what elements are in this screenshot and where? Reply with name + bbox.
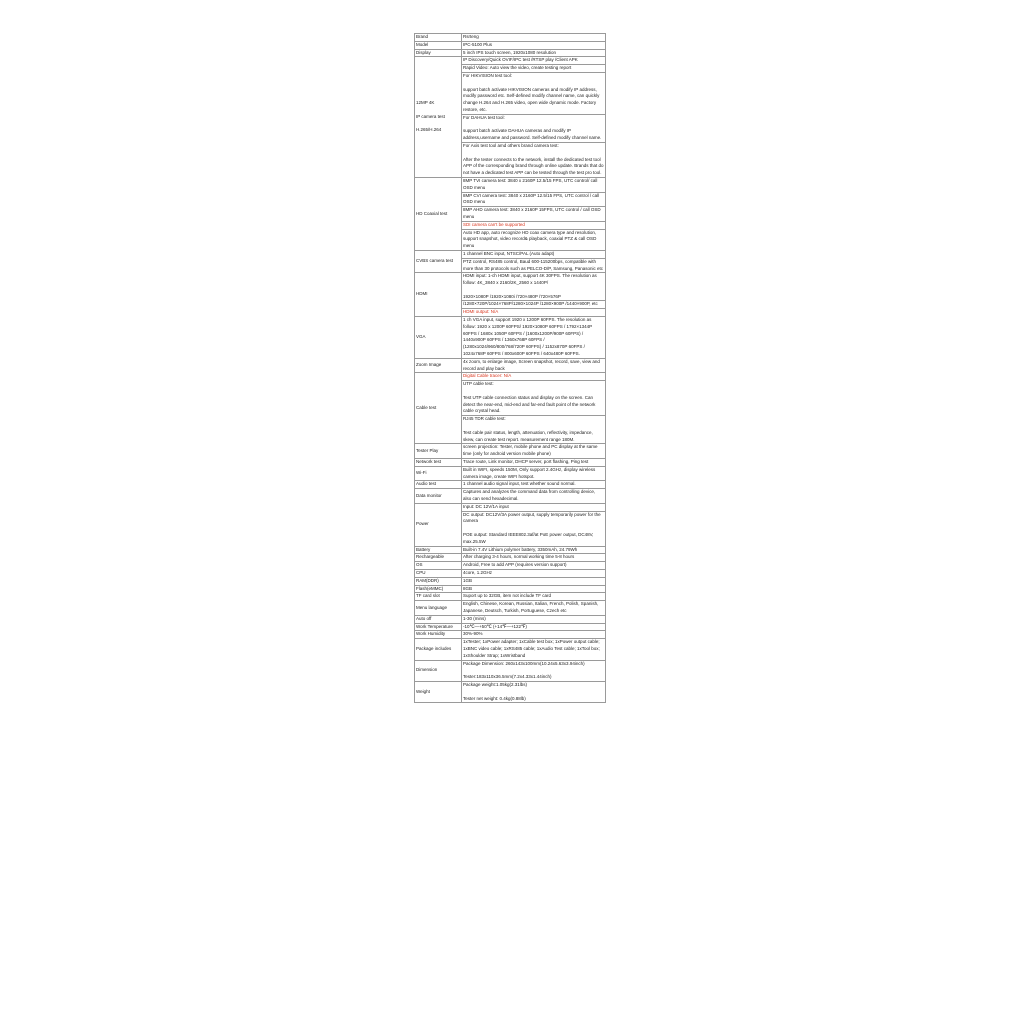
spec-row (415, 639, 606, 660)
spec-value: 1 channel audio signal input, test whether sound normal. (462, 481, 606, 489)
spec-label: Zoom Image (415, 358, 462, 373)
spec-value: 8MP CVI camera test: 3840 x 2160P 12.5/15 FPS, UTC control / call OSD menu (462, 192, 606, 207)
spec-value: Rapid Video: Auto view the video, create testing report (462, 65, 606, 73)
spec-label: Battery (415, 546, 462, 554)
spec-value: HDMI input: 1-ch HDMI input, support 4K 30FPS. The resolution as follow: 4K_3840 x 2160/2K_2560 x 1440P/ 1920×1080P /1920×1080i /720×480P /720×576P (462, 273, 606, 301)
spec-value: 8GB (462, 585, 606, 593)
spec-label: RAM(DDR) (415, 577, 462, 585)
spec-row (415, 57, 606, 65)
spec-value: PTZ control, RS485 control, Baud 600-115200bps, compatible with more than 30 protocols such as PELCO-D/P, Samsung, Panasonic etc (462, 258, 606, 273)
spec-row (415, 358, 606, 373)
spec-label: Wi-Fi (415, 466, 462, 481)
spec-label: Menu language (415, 601, 462, 616)
spec-value: Trace route, Link monitor, DHCP server, port flashing, Ping test (462, 459, 606, 467)
spec-value: -10℃—+50℃ (+14℉—+122℉) (462, 623, 606, 631)
spec-value: Auto HD app, auto recognize HD coax camera type and resolution, support snapshot, video record& playback, coaxial PTZ & call OSD menu (462, 229, 606, 250)
spec-value: For Axis test tool amd others brand camera test: After the tester connects to the network, install the dedicated test tool APP of the corresponding brand through online update. Brands that do not have a dedicated test APP can be tested through the test pro tool. (462, 142, 606, 177)
spec-value: Captures and analyzes the command data from controlling device, also can send hexadecimal. (462, 489, 606, 504)
spec-row (415, 177, 606, 192)
spec-row (415, 623, 606, 631)
spec-value: Built-in 7.4V Lithium polymer battery, 3350mAh, 24.79Wh (462, 546, 606, 554)
spec-value: RJ45 TDR cable test: Test cable pair status, length, attenuation, reflectivity, impedance, skew, can create test report. measurement range 180M. (462, 416, 606, 444)
spec-value: 1-30 (mins) (462, 615, 606, 623)
spec-value: 1GB (462, 577, 606, 585)
spec-label: CPU (415, 569, 462, 577)
spec-row (415, 615, 606, 623)
spec-label: Model (415, 41, 462, 49)
spec-label: Rechargeable (415, 554, 462, 562)
spec-row (415, 681, 606, 702)
spec-label: Data monitor (415, 489, 462, 504)
spec-label: CVBS camera test (415, 250, 462, 272)
spec-row (415, 273, 606, 301)
spec-row (415, 373, 606, 381)
spec-value: 4core, 1.2GHz (462, 569, 606, 577)
spec-value: Suport up to 32GB, item not include TF card (462, 593, 606, 601)
spec-label: Brand (415, 34, 462, 42)
spec-label: VGA (415, 317, 462, 359)
spec-table-body (415, 34, 606, 703)
spec-label: Network test (415, 459, 462, 467)
spec-value: Rsrteng (462, 34, 606, 42)
spec-label: HDMI (415, 273, 462, 317)
spec-label: Work Humidity (415, 631, 462, 639)
spec-value: UTP cable test: Test UTP cable connection status and display on the screen. Can detect the near-end, mid-end and far-end fault point of the network cable crystal head. (462, 381, 606, 416)
spec-row (415, 250, 606, 258)
spec-row (415, 585, 606, 593)
spec-value: Package Dimension: 260x143x100mm(10.24x5.63x3.94inch) Tester:183x110x36.5mm(7.2x4.33x1.44inch) (462, 660, 606, 681)
spec-row (415, 459, 606, 467)
spec-row (415, 503, 606, 511)
spec-value: Android, Free to add APP (requires version support) (462, 562, 606, 570)
spec-value: For HIKVISION test tool: support batch activate HIKVISION cameras and modify IP address, modify password etc. Self-defined modify channel name, can quickly change H.264 and H.265 video, open wide dynamic mode. Factory restore, etc. (462, 72, 606, 114)
spec-label: Weight (415, 681, 462, 702)
spec-value: IPC-5100 Plus (462, 41, 606, 49)
spec-label: Flash(eMMC) (415, 585, 462, 593)
spec-row (415, 546, 606, 554)
spec-label: Audio test (415, 481, 462, 489)
spec-value: After charging 3-4 hours, normal working time 5-8 hours (462, 554, 606, 562)
spec-label: 12MP 4K IP camera test H.265/H.264 (415, 57, 462, 178)
spec-table (414, 33, 606, 703)
spec-row (415, 577, 606, 585)
spec-row (415, 317, 606, 359)
spec-row (415, 466, 606, 481)
spec-row (415, 49, 606, 57)
spec-row (415, 562, 606, 570)
spec-value: DC output: DC12V/3A power output, supply temporarily power for the camera POE output: Standard IEEE802.3af/at PoE power output, DC48V, max.25.5W (462, 511, 606, 546)
spec-value: HDMI output: N/A (462, 309, 606, 317)
spec-value: SDI camera can't be supported (462, 221, 606, 229)
spec-value: Built in WIFI, speeds 150M, Only support 2.4GHz, display wireless camera image, create WIFI hotspot. (462, 466, 606, 481)
spec-value: 8MP AHD camera test: 3840 x 2160P 15FPS, UTC control / call OSD menu (462, 207, 606, 222)
spec-value: 4x zoom, to enlarge image, Screen snapshot, record, save, view and record and play back (462, 358, 606, 373)
spec-label: OS (415, 562, 462, 570)
spec-row (415, 444, 606, 459)
spec-value: 8MP TVI camera test: 3840 x 2160P 12.5/15 FPS, UTC control/ call OSD menu (462, 177, 606, 192)
spec-value: /1280×720P/1024×768P/1280×1024P /1280×900P /1440×900P, etc (462, 301, 606, 309)
spec-row (415, 489, 606, 504)
spec-label: Power (415, 503, 462, 546)
spec-value: 1xTester; 1xPower adapter; 1xCable test box; 1xPower output cable; 1xBNC video cable; 1xRS485 cable; 1xAudio Test cable; 1xTool box; 1xShoulder Strap; 1xWristband (462, 639, 606, 660)
spec-label: Cable test (415, 373, 462, 444)
spec-row (415, 41, 606, 49)
spec-label: Work Temperature (415, 623, 462, 631)
spec-label: Package includes (415, 639, 462, 660)
spec-value: screen projection: Tester, mobile phone and PC display at the same time (only for android version mobile phone) (462, 444, 606, 459)
spec-value: 30%-90% (462, 631, 606, 639)
spec-label: Auto off (415, 615, 462, 623)
spec-row (415, 569, 606, 577)
spec-value: 5 inch IPS touch screen, 1920x1080 resolution (462, 49, 606, 57)
spec-row (415, 34, 606, 42)
spec-value: 1 channel BNC input, NTSC/PAL (Auto adapt) (462, 250, 606, 258)
spec-value: English, Chinese, Korean, Russian, Italian, French, Polish, Spanish, Japanese, Deutsch, Turkish, Portuguese, Czech etc (462, 601, 606, 616)
spec-value: 1 ch VGA input, support 1920 x 1200P 60FPS. The resolution as follow: 1920 x 1200P 60FPS/ 1920×1080P 60FPS / 1792×1344P 60FPS / 1680x 1050P 60FPS / (1600x1200P/900P 60FPS) / 1440x900P 60FPS / 1360x768P 60FPS / (1280x1024/960/800/768/720P 60FPS) / 1152x870P 60FPS / 1024x768P 60FPS / 800x600P 60FPS / 640x480P 60FPS. (462, 317, 606, 359)
spec-row (415, 481, 606, 489)
spec-row (415, 660, 606, 681)
spec-row (415, 631, 606, 639)
spec-value: IP Discovery/Quick OVIF/IPC test /RTSP play /Client APK (462, 57, 606, 65)
spec-row (415, 593, 606, 601)
spec-label: Display (415, 49, 462, 57)
spec-label: Dimension (415, 660, 462, 681)
spec-row (415, 554, 606, 562)
spec-row (415, 601, 606, 616)
spec-label: HD Coaxial test (415, 177, 462, 250)
spec-value: Input: DC 12V/1A input (462, 503, 606, 511)
spec-label: Tester Play (415, 444, 462, 459)
spec-value: Package weight:1.05kg(2.31lbs) Tester net weight: 0.4kg(0.88lb) (462, 681, 606, 702)
spec-value: Digital Cable tracer: N/A (462, 373, 606, 381)
spec-value: For DAHUA test tool: support batch activate DAHUA cameras and modify IP address,username and password. Self-defined modify channel name. (462, 114, 606, 142)
spec-label: TF card slot (415, 593, 462, 601)
